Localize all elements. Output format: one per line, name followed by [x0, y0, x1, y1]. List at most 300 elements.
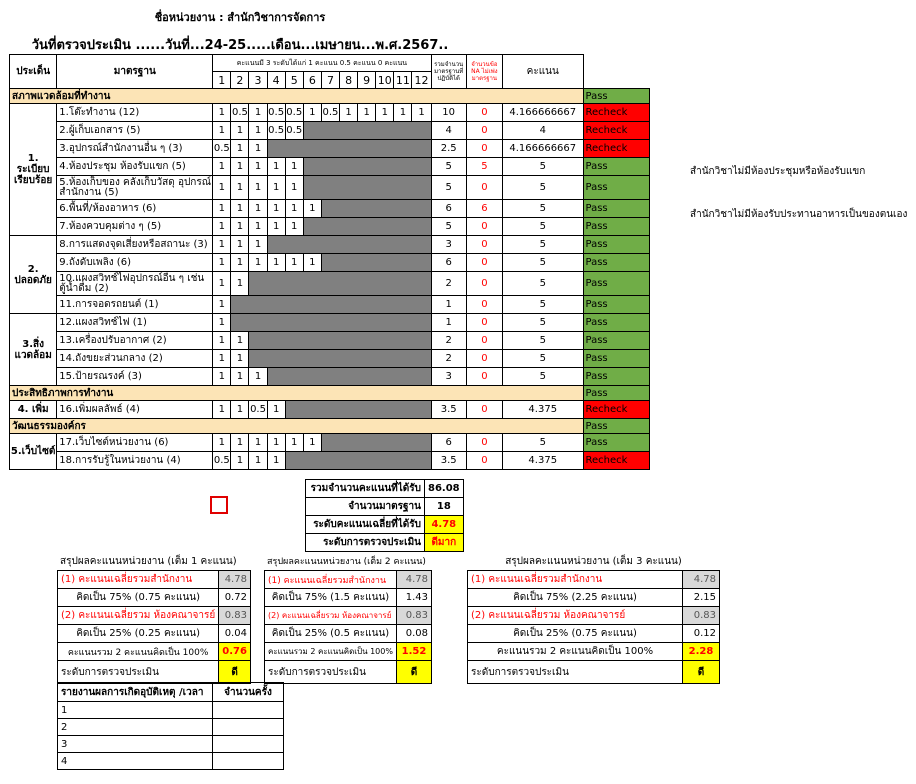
- summary-1-l2: คิดเป็น 75% (0.75 คะแนน): [58, 589, 219, 607]
- row-score: 5: [503, 332, 584, 350]
- score-cell[interactable]: 1: [303, 434, 321, 452]
- status-badge: Pass: [583, 272, 650, 296]
- summary-3-v2: 2.15: [683, 589, 720, 607]
- section-row-culture: [10, 419, 650, 434]
- score-cell[interactable]: 1: [285, 434, 303, 452]
- total-sum-label: รวมจำนวนคะแนนที่ได้รับ: [306, 480, 425, 498]
- row-score: 5: [503, 254, 584, 272]
- evaluation-table: [9, 54, 650, 470]
- header-scoring: คะแนนมี 3 ระดับได้แก่ 1 คะแนน 0.5 คะแนน 0 คะแนน: [213, 55, 431, 72]
- score-cell[interactable]: 1: [249, 158, 267, 176]
- header-number: 5: [285, 72, 303, 89]
- row-score: 5: [503, 434, 584, 452]
- table-row: [10, 401, 650, 419]
- score-cell[interactable]: 1: [231, 350, 249, 368]
- incident-count-cell[interactable]: [213, 702, 284, 719]
- summary-2-l2: คิดเป็น 75% (1.5 คะแนน): [265, 589, 397, 607]
- table-row: [10, 200, 650, 218]
- section-culture: วัฒนธรรมองค์กร: [10, 419, 584, 434]
- header-number: 11: [394, 72, 412, 89]
- score-cell[interactable]: 1: [249, 140, 267, 158]
- row-na: 6: [466, 200, 502, 218]
- total-level-value: ดีมาก: [425, 534, 464, 552]
- summary-1-l4: คิดเป็น 25% (0.25 คะแนน): [58, 625, 219, 643]
- summary-3-l4: คิดเป็น 25% (0.75 คะแนน): [468, 625, 683, 643]
- score-cell[interactable]: 0.5: [285, 104, 303, 122]
- incident-row: [58, 753, 284, 770]
- table-row: [10, 176, 650, 200]
- total-avg-label: ระดับคะแนนเฉลี่ยที่ได้รับ: [306, 516, 425, 534]
- score-cell[interactable]: 1: [340, 104, 358, 122]
- row-total: 3: [431, 236, 466, 254]
- score-cell[interactable]: 1: [267, 452, 285, 470]
- red-checkbox[interactable]: [210, 496, 228, 514]
- not-applicable-cell: [303, 122, 431, 140]
- standard-label: 14.ถังขยะส่วนกลาง (2): [57, 350, 213, 368]
- summary-3-l3: (2) คะแนนเฉลี่ยรวม ห้องคณาจารย์: [468, 607, 683, 625]
- score-cell[interactable]: 1: [249, 218, 267, 236]
- summary-3: [467, 554, 720, 684]
- header-number: 12: [412, 72, 431, 89]
- standard-label: 12.แผงสวิทช์ไฟ (1): [57, 314, 213, 332]
- row-na: 0: [466, 122, 502, 140]
- row-na: 0: [466, 401, 502, 419]
- score-cell[interactable]: 1: [267, 254, 285, 272]
- row-na: 0: [466, 254, 502, 272]
- status-badge: Pass: [583, 314, 650, 332]
- table-row: [10, 122, 650, 140]
- summary-3-v6: ดี: [683, 661, 720, 684]
- row-total: 2: [431, 272, 466, 296]
- score-cell[interactable]: 1: [231, 332, 249, 350]
- score-cell[interactable]: 1: [267, 434, 285, 452]
- score-cell[interactable]: 1: [231, 452, 249, 470]
- row-score: 5: [503, 350, 584, 368]
- score-cell[interactable]: 1: [303, 254, 321, 272]
- score-cell[interactable]: 1: [231, 368, 249, 386]
- summary-3-v5: 2.28: [683, 643, 720, 661]
- score-cell[interactable]: 1: [231, 401, 249, 419]
- note-dining-room: สำนักวิชาไม่มีห้องรับประทานอาหารเป็นของตนเอง: [690, 209, 908, 220]
- score-cell[interactable]: 1: [213, 332, 231, 350]
- row-score: 5: [503, 368, 584, 386]
- score-cell[interactable]: 1: [231, 434, 249, 452]
- not-applicable-cell: [249, 272, 431, 296]
- summary-1-l5: คะแนนรวม 2 คะแนนคิดเป็น 100%: [58, 643, 219, 661]
- row-score: 5: [503, 158, 584, 176]
- standard-label: 16.เพิ่มผลลัพธ์ (4): [57, 401, 213, 419]
- score-cell[interactable]: 1: [249, 434, 267, 452]
- header-number: 1: [213, 72, 231, 89]
- not-applicable-cell: [267, 140, 431, 158]
- incident-row-number: 2: [58, 719, 213, 736]
- status-badge: Recheck: [583, 452, 650, 470]
- row-total: 2: [431, 332, 466, 350]
- section-row-efficiency: [10, 386, 650, 401]
- row-score: 4.375: [503, 452, 584, 470]
- score-cell[interactable]: 1: [412, 104, 431, 122]
- table-row: [10, 158, 650, 176]
- status-badge: Recheck: [583, 401, 650, 419]
- status-badge: Pass: [583, 158, 650, 176]
- row-score: 4.166666667: [503, 140, 584, 158]
- not-applicable-cell: [231, 296, 431, 314]
- score-cell[interactable]: 1: [213, 272, 231, 296]
- not-applicable-cell: [285, 401, 431, 419]
- total-avg-value: 4.78: [425, 516, 464, 534]
- header-number: 7: [321, 72, 339, 89]
- row-total: 3.5: [431, 452, 466, 470]
- group-orderliness: 1. ระเบียบเรียบร้อย: [10, 104, 57, 236]
- row-total: 1: [431, 296, 466, 314]
- score-cell[interactable]: 1: [231, 122, 249, 140]
- header-number: 9: [358, 72, 376, 89]
- score-cell[interactable]: 0.5: [213, 140, 231, 158]
- incident-count-cell[interactable]: [213, 719, 284, 736]
- table-row: [10, 368, 650, 386]
- incident-row: [58, 702, 284, 719]
- table-row: [10, 254, 650, 272]
- row-score: 5: [503, 176, 584, 200]
- score-cell[interactable]: 1: [213, 158, 231, 176]
- summary-1-l1: (1) คะแนนเฉลี่ยรวมสำนักงาน: [58, 571, 219, 589]
- score-cell[interactable]: 1: [213, 368, 231, 386]
- score-cell[interactable]: 1: [303, 200, 321, 218]
- score-cell[interactable]: 1: [249, 452, 267, 470]
- summary-2-v3: 0.83: [396, 607, 431, 625]
- status-badge: Pass: [583, 332, 650, 350]
- score-cell[interactable]: 1: [213, 104, 231, 122]
- header-standard: มาตรฐาน: [57, 55, 213, 89]
- score-cell[interactable]: 0.5: [321, 104, 339, 122]
- row-na: 0: [466, 218, 502, 236]
- row-score: 4.166666667: [503, 104, 584, 122]
- row-score: 5: [503, 236, 584, 254]
- summary-1-v5: 0.76: [219, 643, 251, 661]
- not-applicable-cell: [321, 200, 431, 218]
- score-cell[interactable]: 1: [249, 368, 267, 386]
- score-cell[interactable]: 0.5: [285, 122, 303, 140]
- not-applicable-cell: [321, 254, 431, 272]
- header-row: [10, 55, 650, 72]
- standard-label: 13.เครื่องปรับอากาศ (2): [57, 332, 213, 350]
- not-applicable-cell: [231, 314, 431, 332]
- score-cell[interactable]: 0.5: [249, 401, 267, 419]
- score-cell[interactable]: 1: [249, 122, 267, 140]
- status-badge: Pass: [583, 368, 650, 386]
- score-cell[interactable]: 1: [213, 236, 231, 254]
- section-status-environment: Pass: [583, 89, 650, 104]
- incident-count-cell[interactable]: [213, 753, 284, 770]
- status-badge: Recheck: [583, 122, 650, 140]
- standard-label: 6.พื้นที่/ห้องอาหาร (6): [57, 200, 213, 218]
- score-cell[interactable]: 1: [267, 218, 285, 236]
- header-score: คะแนน: [503, 55, 584, 89]
- summary-1: [57, 554, 245, 684]
- table-row: [10, 218, 650, 236]
- score-cell[interactable]: 1: [249, 104, 267, 122]
- standard-label: 7.ห้องควบคุมต่าง ๆ (5): [57, 218, 213, 236]
- standard-label: 15.ป้ายรณรงค์ (3): [57, 368, 213, 386]
- section-status-efficiency: Pass: [583, 386, 650, 401]
- summary-2-v5: 1.52: [396, 643, 431, 661]
- standard-label: 17.เว็บไซต์หน่วยงาน (6): [57, 434, 213, 452]
- summary-2-l4: คิดเป็น 25% (0.5 คะแนน): [265, 625, 397, 643]
- standard-label: 11.การจอดรถยนต์ (1): [57, 296, 213, 314]
- status-badge: Recheck: [583, 104, 650, 122]
- score-cell[interactable]: 1: [213, 314, 231, 332]
- row-total: 6: [431, 434, 466, 452]
- incident-header-report: รายงานผลการเกิดอุบัติเหตุ /เวลา: [58, 683, 213, 702]
- score-cell[interactable]: 1: [376, 104, 394, 122]
- standard-label: 3.อุปกรณ์สำนักงานอื่น ๆ (3): [57, 140, 213, 158]
- standard-label: 9.ถังดับเพลิง (6): [57, 254, 213, 272]
- section-row-environment: [10, 89, 650, 104]
- row-na: 0: [466, 272, 502, 296]
- note-meeting-room: สำนักวิชาไม่มีห้องประชุมหรือห้องรับแขก: [690, 166, 866, 177]
- summary-3-v1: 4.78: [683, 571, 720, 589]
- summary-2-v4: 0.08: [396, 625, 431, 643]
- score-cell[interactable]: 1: [231, 140, 249, 158]
- incident-row-number: 1: [58, 702, 213, 719]
- header-number: 4: [267, 72, 285, 89]
- summary-1-title: สรุปผลคะแนนหน่วยงาน (เต็ม 1 คะแนน): [60, 556, 237, 567]
- score-cell[interactable]: 1: [231, 218, 249, 236]
- status-badge: Pass: [583, 176, 650, 200]
- row-na: 0: [466, 176, 502, 200]
- score-cell[interactable]: 1: [213, 122, 231, 140]
- header-total: รวมจำนวนมาตรฐานที่ปฏิบัติได้: [431, 55, 466, 89]
- score-cell[interactable]: 1: [213, 401, 231, 419]
- status-badge: Pass: [583, 434, 650, 452]
- row-na: 0: [466, 350, 502, 368]
- summary-2-l1: (1) คะแนนเฉลี่ยรวมสำนักงาน: [265, 571, 397, 589]
- row-score: 5: [503, 272, 584, 296]
- score-cell[interactable]: 1: [358, 104, 376, 122]
- score-cell[interactable]: 1: [213, 254, 231, 272]
- summary-2-l3: (2) คะแนนเฉลี่ยรวม ห้องคณาจารย์: [265, 607, 397, 625]
- standard-label: 10.แผงสวิทช์ไฟอุปกรณ์อื่น ๆ เช่น ตู้น้ำดื่ม (2): [57, 272, 213, 296]
- score-cell[interactable]: 1: [267, 176, 285, 200]
- row-total: 3: [431, 368, 466, 386]
- header-status-empty: [583, 55, 650, 89]
- score-cell[interactable]: 1: [249, 200, 267, 218]
- score-cell[interactable]: 1: [249, 236, 267, 254]
- row-na: 0: [466, 104, 502, 122]
- row-na: 0: [466, 452, 502, 470]
- score-cell[interactable]: 0.5: [267, 104, 285, 122]
- summary-3-l2: คิดเป็น 75% (2.25 คะแนน): [468, 589, 683, 607]
- header-number: 10: [376, 72, 394, 89]
- header-number: 2: [231, 72, 249, 89]
- group-environment: 3.สิ่งแวดล้อม: [10, 314, 57, 386]
- group-increase: 4. เพิ่ม: [10, 401, 57, 419]
- row-total: 5: [431, 218, 466, 236]
- table-row: [10, 104, 650, 122]
- summary-1-l3: (2) คะแนนเฉลี่ยรวม ห้องคณาจารย์: [58, 607, 219, 625]
- score-cell[interactable]: 1: [231, 200, 249, 218]
- score-cell[interactable]: 1: [267, 200, 285, 218]
- row-total: 4: [431, 122, 466, 140]
- section-status-culture: Pass: [583, 419, 650, 434]
- row-score: 4.375: [503, 401, 584, 419]
- totals-table: [305, 479, 464, 552]
- incident-count-cell[interactable]: [213, 736, 284, 753]
- score-cell[interactable]: 1: [213, 296, 231, 314]
- incident-row: [58, 719, 284, 736]
- not-applicable-cell: [321, 434, 431, 452]
- incident-row: [58, 736, 284, 753]
- score-cell[interactable]: 1: [231, 158, 249, 176]
- status-badge: Recheck: [583, 140, 650, 158]
- standard-label: 2.ผู้เก็บเอกสาร (5): [57, 122, 213, 140]
- standard-label: 4.ห้องประชุม ห้องรับแขก (5): [57, 158, 213, 176]
- summary-1-v4: 0.04: [219, 625, 251, 643]
- row-na: 0: [466, 236, 502, 254]
- not-applicable-cell: [303, 158, 431, 176]
- score-cell[interactable]: 1: [285, 218, 303, 236]
- row-na: 0: [466, 296, 502, 314]
- score-cell[interactable]: 0.5: [213, 452, 231, 470]
- status-badge: Pass: [583, 218, 650, 236]
- score-cell[interactable]: 1: [394, 104, 412, 122]
- not-applicable-cell: [303, 176, 431, 200]
- score-cell[interactable]: 1: [213, 350, 231, 368]
- row-score: 5: [503, 296, 584, 314]
- summary-2: [264, 554, 432, 684]
- not-applicable-cell: [249, 332, 431, 350]
- not-applicable-cell: [249, 350, 431, 368]
- not-applicable-cell: [303, 218, 431, 236]
- table-row: [10, 434, 650, 452]
- row-total: 6: [431, 200, 466, 218]
- incident-table: [57, 682, 284, 770]
- table-row: [10, 236, 650, 254]
- standard-label: 1.โต๊ะทำงาน (12): [57, 104, 213, 122]
- score-cell[interactable]: 1: [231, 176, 249, 200]
- header-number: 3: [249, 72, 267, 89]
- standard-label: 5.ห้องเก็บของ คลังเก็บวัสดุ อุปกรณ์สำนักงาน (5): [57, 176, 213, 200]
- assessment-date: วันที่ตรวจประเมิน ......วันที่...24-25.....เดือน...เมษายน...พ.ศ.2567..: [31, 38, 449, 53]
- score-cell[interactable]: 1: [267, 158, 285, 176]
- row-score: 5: [503, 314, 584, 332]
- score-cell[interactable]: 1: [267, 401, 285, 419]
- score-cell[interactable]: 1: [213, 218, 231, 236]
- summary-2-l6: ระดับการตรวจประเมิน: [265, 661, 397, 684]
- not-applicable-cell: [285, 452, 431, 470]
- row-score: 4: [503, 122, 584, 140]
- row-score: 5: [503, 200, 584, 218]
- score-cell[interactable]: 1: [213, 176, 231, 200]
- section-efficiency: ประสิทธิภาพการทำงาน: [10, 386, 584, 401]
- row-na: 0: [466, 368, 502, 386]
- summary-1-v6: ดี: [219, 661, 251, 684]
- summary-1-v2: 0.72: [219, 589, 251, 607]
- total-count-value: 18: [425, 498, 464, 516]
- score-cell[interactable]: 0.5: [267, 122, 285, 140]
- table-row: [10, 296, 650, 314]
- row-total: 3.5: [431, 401, 466, 419]
- summary-3-l5: คะแนนรวม 2 คะแนนคิดเป็น 100%: [468, 643, 683, 661]
- total-count-label: จำนวนมาตรฐาน: [306, 498, 425, 516]
- summary-2-v1: 4.78: [396, 571, 431, 589]
- header-issue: ประเด็น: [10, 55, 57, 89]
- row-na: 0: [466, 332, 502, 350]
- not-applicable-cell: [267, 368, 431, 386]
- group-website: 5.เว็บไซต์: [10, 434, 57, 470]
- standard-label: 18.การรับรู้ในหน่วยงาน (4): [57, 452, 213, 470]
- score-cell[interactable]: 1: [213, 200, 231, 218]
- total-level-label: ระดับการตรวจประเมิน: [306, 534, 425, 552]
- score-cell[interactable]: 1: [231, 254, 249, 272]
- row-na: 0: [466, 434, 502, 452]
- row-na: 5: [466, 158, 502, 176]
- incident-row-number: 3: [58, 736, 213, 753]
- score-cell[interactable]: 1: [231, 236, 249, 254]
- summary-3-v4: 0.12: [683, 625, 720, 643]
- summary-3-l1: (1) คะแนนเฉลี่ยรวมสำนักงาน: [468, 571, 683, 589]
- table-row: [10, 140, 650, 158]
- total-sum-value: 86.08: [425, 480, 464, 498]
- summary-2-v2: 1.43: [396, 589, 431, 607]
- row-total: 6: [431, 254, 466, 272]
- incident-row-number: 4: [58, 753, 213, 770]
- table-row: [10, 350, 650, 368]
- row-na: 0: [466, 314, 502, 332]
- summary-1-l6: ระดับการตรวจประเมิน: [58, 661, 219, 684]
- table-row: [10, 272, 650, 296]
- header-number: 6: [303, 72, 321, 89]
- summary-2-title: สรุปผลคะแนนหน่วยงาน (เต็ม 2 คะแนน): [267, 557, 426, 567]
- summary-2-l5: คะแนนรวม 2 คะแนนคิดเป็น 100%: [265, 643, 397, 661]
- score-cell[interactable]: 0.5: [231, 104, 249, 122]
- score-cell[interactable]: 1: [303, 104, 321, 122]
- group-safety: 2. ปลอดภัย: [10, 236, 57, 314]
- row-na: 0: [466, 140, 502, 158]
- score-cell[interactable]: 1: [285, 200, 303, 218]
- row-score: 5: [503, 218, 584, 236]
- table-row: [10, 314, 650, 332]
- score-cell[interactable]: 1: [249, 176, 267, 200]
- incident-header-count: จำนวนครั้ง: [213, 683, 284, 702]
- score-cell[interactable]: 1: [213, 434, 231, 452]
- score-cell[interactable]: 1: [285, 176, 303, 200]
- score-cell[interactable]: 1: [231, 272, 249, 296]
- summary-3-title: สรุปผลคะแนนหน่วยงาน (เต็ม 3 คะแนน): [505, 556, 682, 567]
- section-environment: สภาพแวดล้อมที่ทำงาน: [10, 89, 584, 104]
- status-badge: Pass: [583, 296, 650, 314]
- row-total: 5: [431, 176, 466, 200]
- summary-1-v1: 4.78: [219, 571, 251, 589]
- summary-3-l6: ระดับการตรวจประเมิน: [468, 661, 683, 684]
- row-total: 5: [431, 158, 466, 176]
- score-cell[interactable]: 1: [249, 254, 267, 272]
- status-badge: Pass: [583, 254, 650, 272]
- table-row: [10, 332, 650, 350]
- status-badge: Pass: [583, 350, 650, 368]
- score-cell[interactable]: 1: [285, 254, 303, 272]
- row-total: 10: [431, 104, 466, 122]
- header-number: 8: [340, 72, 358, 89]
- row-total: 1: [431, 314, 466, 332]
- table-row: [10, 452, 650, 470]
- not-applicable-cell: [267, 236, 431, 254]
- row-total: 2: [431, 350, 466, 368]
- standard-label: 8.การแสดงจุดเสี่ยงหรือสถานะ (3): [57, 236, 213, 254]
- score-cell[interactable]: 1: [285, 158, 303, 176]
- row-total: 2.5: [431, 140, 466, 158]
- summary-1-v3: 0.83: [219, 607, 251, 625]
